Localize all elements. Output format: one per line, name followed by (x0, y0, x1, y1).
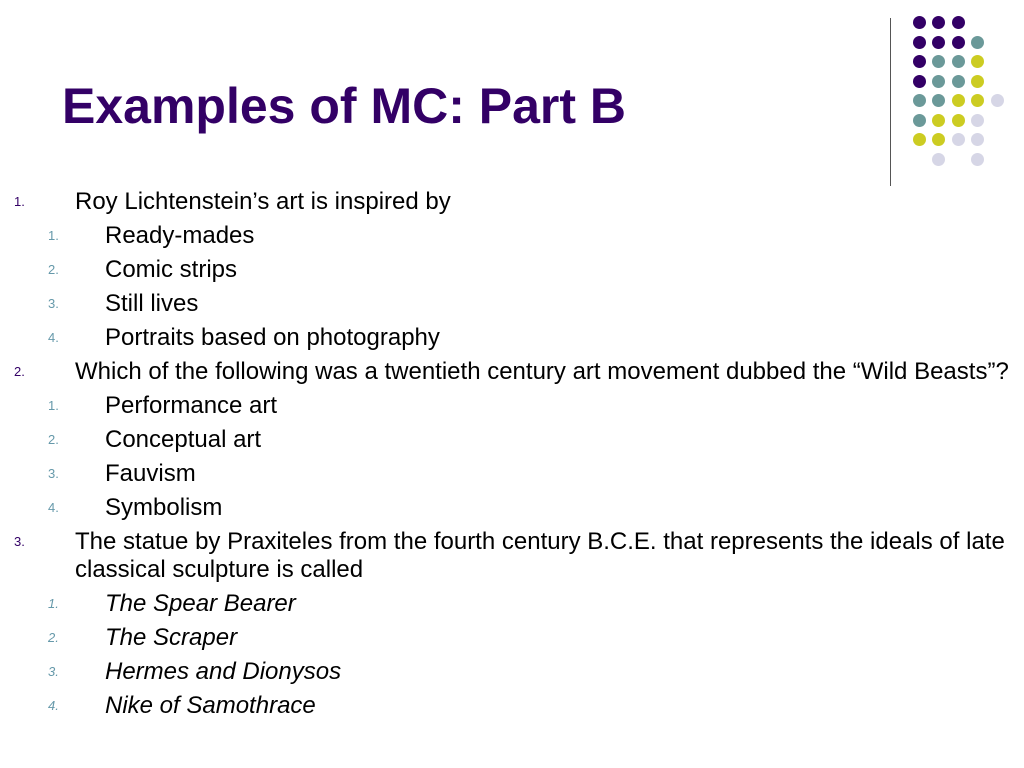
option-text: Nike of Samothrace (105, 692, 316, 719)
question-1-option-3 (0, 290, 1024, 318)
decorative-dot (952, 36, 965, 49)
question-3-option-1 (0, 590, 1024, 618)
option-number: 4. (48, 698, 59, 713)
option-text: Hermes and Dionysos (105, 658, 342, 685)
decorative-dot (932, 133, 945, 146)
option-text: Portraits based on photography (105, 324, 440, 351)
decorative-dot (971, 153, 984, 166)
question-list (0, 182, 1024, 720)
decorative-dot (952, 94, 965, 107)
decorative-dot (952, 133, 965, 146)
decorative-dot (932, 36, 945, 49)
decorative-dot (952, 114, 965, 127)
option-number: 4. (48, 500, 59, 515)
decorative-dot (913, 75, 926, 88)
option-text: Symbolism (105, 494, 223, 521)
question-2-option-2 (0, 426, 1024, 454)
option-text: The Spear Bearer (105, 590, 296, 617)
decorative-dot (913, 16, 926, 29)
decorative-dot (932, 16, 945, 29)
option-number: 3. (48, 466, 59, 481)
decorative-dot (913, 114, 926, 127)
question-number: 2. (14, 364, 25, 379)
decorative-dot (932, 75, 945, 88)
question-2-option-4 (0, 494, 1024, 522)
decorative-dot (913, 133, 926, 146)
decorative-dot (932, 94, 945, 107)
option-number: 2. (48, 630, 59, 645)
decorative-dot (991, 94, 1004, 107)
question-text: The statue by Praxiteles from the fourth century B.C.E. that represents the ideals of late classical sculpture is called (75, 528, 1005, 583)
decorative-dot (971, 75, 984, 88)
question-3-option-4 (0, 692, 1024, 720)
option-number: 1. (48, 228, 59, 243)
option-number: 1. (48, 596, 59, 611)
question-3-option-2 (0, 624, 1024, 652)
decorative-dot (952, 55, 965, 68)
decorative-dot (971, 36, 984, 49)
vertical-divider (890, 18, 891, 186)
option-text: Comic strips (105, 256, 238, 283)
decorative-dot (932, 153, 945, 166)
decorative-dot (971, 55, 984, 68)
decorative-dot (971, 133, 984, 146)
decorative-dot (932, 55, 945, 68)
option-number: 1. (48, 398, 59, 413)
option-text: Still lives (105, 290, 199, 317)
option-text: The Scraper (105, 624, 238, 651)
option-number: 4. (48, 330, 59, 345)
decorative-dot (932, 114, 945, 127)
decorative-dot (952, 16, 965, 29)
option-text: Performance art (105, 392, 278, 419)
question-text: Roy Lichtenstein’s art is inspired by (75, 188, 451, 215)
option-number: 3. (48, 664, 59, 679)
question-number: 3. (14, 534, 25, 549)
option-number: 3. (48, 296, 59, 311)
question-3-option-3 (0, 658, 1024, 686)
decorative-dot (913, 36, 926, 49)
decorative-dot (952, 75, 965, 88)
option-text: Fauvism (105, 460, 196, 487)
question-1-option-1 (0, 222, 1024, 250)
question-2-option-1 (0, 392, 1024, 420)
option-number: 2. (48, 432, 59, 447)
slide-title: Examples of MC: Part B (62, 78, 627, 134)
question-3 (0, 528, 1024, 584)
question-2 (0, 358, 1024, 386)
decorative-dot (913, 94, 926, 107)
question-1-option-2 (0, 256, 1024, 284)
option-text: Conceptual art (105, 426, 262, 453)
question-1 (0, 188, 1024, 216)
option-text: Ready-mades (105, 222, 255, 249)
question-text: Which of the following was a twentieth century art movement dubbed the “Wild Beasts”? (75, 358, 1009, 385)
question-2-option-3 (0, 460, 1024, 488)
option-number: 2. (48, 262, 59, 277)
decorative-dot (971, 114, 984, 127)
decorative-dot (971, 94, 984, 107)
question-1-option-4 (0, 324, 1024, 352)
question-number: 1. (14, 194, 25, 209)
decorative-dot (913, 55, 926, 68)
